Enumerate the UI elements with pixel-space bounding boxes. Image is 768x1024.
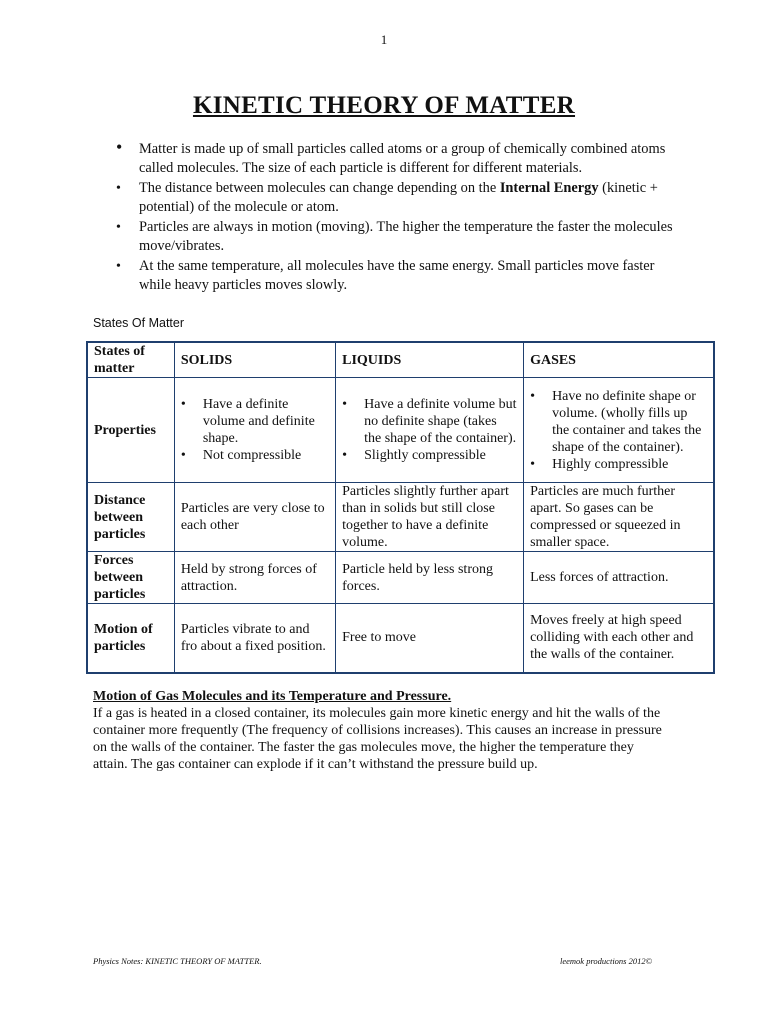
list-item-text: Have no definite shape or volume. (wholly fills up the container and takes the shape of the container). [552,388,702,455]
bullet-text: The distance between molecules can change depending on the [139,180,500,196]
bullet-icon: • [342,448,348,463]
bullet-icon: • [530,456,535,472]
list-item-text: Have a definite volume and definite shape. [202,397,315,446]
list-item [530,388,707,456]
row-label: Forces between particles [87,552,174,604]
table-row-forces [87,552,714,604]
cell-gases: Less forces of attraction. [524,552,714,604]
page-number: 1 [380,32,388,47]
list-item [181,447,329,464]
list-item-text: Have a definite volume but no definite shape (takes the shape of the container). [364,397,517,446]
list-item [181,396,329,447]
bullet-bold-term: Internal Energy [499,180,599,196]
cell-liquids: Free to move [336,604,524,673]
cell-liquids: Particles slightly further apart than in solids but still close together to have a definite volume. [336,483,524,552]
cell-solids: Particles are very close to each other [174,483,335,552]
list-item-text: Not compressible [202,448,302,463]
bullet-text: At the same temperature, all molecules have the same energy. Small particles move faster while heavy particles moves slowly. [139,258,655,293]
states-of-matter-table [86,341,715,674]
header-cell-states: States of matter [87,342,174,378]
list-item [342,447,517,464]
table-row-distance [87,483,714,552]
list-item-text: Slightly compressible [364,448,486,463]
header-cell-solids: SOLIDS [174,342,335,378]
bullet-icon: • [116,220,121,235]
bullet-icon: • [180,448,186,463]
body-paragraph: If a gas is heated in a closed container, its molecules gain more kinetic energy and hit the walls of the container more frequently (The frequency of collisions increases). This causes an increase in pressure on the walls of the container. The faster the gas molecules move, the higher the temperature they attain. The gas container can explode if it can’t withstand the pressure build up. [93,706,662,772]
section-heading: Motion of Gas Molecules and its Temperature and Pressure. [93,689,452,704]
cell-gases: Particles are much further apart. So gases can be compressed or squeezed in smaller space. [524,483,714,552]
cell-solids: Held by strong forces of attraction. [174,552,335,604]
intro-bullet-list [112,137,682,296]
bullet-icon: • [116,259,121,274]
row-label: Properties [87,378,174,483]
table-row-properties [87,378,714,483]
cell-solids: Particles vibrate to and fro about a fixed position. [174,604,335,673]
list-item-text: Highly compressible [552,456,669,472]
table-row-motion [87,604,714,673]
header-cell-gases: GASES [524,342,714,378]
bullet-icon: • [180,397,186,412]
table-header-row [87,342,714,378]
bullet-item [112,137,682,178]
bullet-item [112,179,682,217]
cell-liquids: Particle held by less strong forces. [336,552,524,604]
list-item [342,396,517,447]
cell-liquids [336,378,524,483]
page-title: KINETIC THEORY OF MATTER [192,92,576,119]
header-cell-liquids: LIQUIDS [336,342,524,378]
row-label: Motion of particles [87,604,174,673]
list-item [530,456,707,473]
footer-right: leemok productions 2012© [560,956,653,966]
row-label: Distance between particles [87,483,174,552]
bullet-text: Particles are always in motion (moving). The higher the temperature the faster the molecules move/vibrates. [139,219,673,254]
bullet-text: Matter is made up of small particles called atoms or a group of chemically combined atoms called molecules. The size of each particle is different for different materials. [139,141,666,176]
bullet-text: (kinetic + potential) of the molecule or atom. [139,180,658,215]
cell-gases [524,378,714,483]
table-caption: States Of Matter [93,316,185,330]
bullet-icon: • [116,137,123,157]
bullet-icon: • [116,181,121,196]
cell-gases: Moves freely at high speed colliding with each other and the walls of the container. [524,604,714,673]
footer-left: Physics Notes: KINETIC THEORY OF MATTER. [93,956,262,966]
bullet-icon: • [530,388,535,404]
bullet-icon: • [342,397,348,412]
cell-solids [174,378,335,483]
bullet-item [112,257,682,295]
bullet-item [112,218,682,256]
